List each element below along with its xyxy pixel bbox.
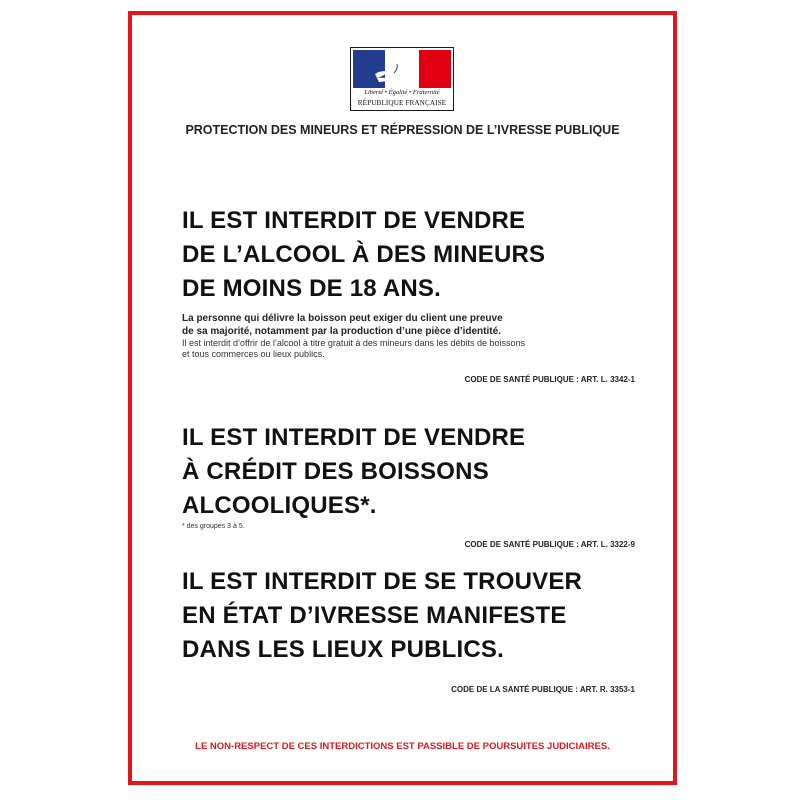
section1-bold-text: La personne qui délivre la boisson peut exiger du client une preuve (182, 313, 503, 324)
section2-code: CODE DE SANTÉ PUBLIQUE : ART. L. 3322-9 (464, 540, 635, 549)
section1-line: DE MOINS DE 18 ANS. (182, 275, 441, 302)
motto-text: Liberté • Égalité • Fraternité (364, 89, 440, 96)
section2-line: ALCOOLIQUES*. (182, 492, 377, 519)
section2-line: À CRÉDIT DES BOISSONS (182, 458, 489, 485)
section2-footnote: * des groupes 3 à 5. (182, 523, 245, 530)
section3-line: EN ÉTAT D’IVRESSE MANIFESTE (182, 602, 567, 629)
poster-header: PROTECTION DES MINEURS ET RÉPRESSION DE L’IVRESSE PUBLIQUE (185, 123, 620, 137)
legal-warning: LE NON-RESPECT DE CES INTERDICTIONS EST PASSIBLE DE POURSUITES JUDICIAIRES. (195, 741, 610, 752)
section2-heading (182, 421, 525, 523)
section1-small-text: et tous commerces ou lieux publics. (182, 349, 325, 359)
section3-heading (182, 565, 582, 667)
section1-bold-text: de sa majorité, notamment par la production d’une pièce d’identité. (182, 325, 501, 337)
section1-line: DE L’ALCOOL À DES MINEURS (182, 241, 546, 268)
section3-code: CODE DE LA SANTÉ PUBLIQUE : ART. R. 3353-1 (451, 685, 635, 694)
section2-line: IL EST INTERDIT DE VENDRE (182, 424, 526, 451)
marianne-icon (371, 52, 411, 86)
section1-line: IL EST INTERDIT DE VENDRE (182, 207, 526, 234)
republic-text: RÉPUBLIQUE FRANÇAISE (357, 99, 447, 107)
section3-line: IL EST INTERDIT DE SE TROUVER (182, 568, 583, 595)
section3-line: DANS LES LIEUX PUBLICS. (182, 636, 504, 663)
section1-code: CODE DE SANTÉ PUBLIQUE : ART. L. 3342-1 (464, 375, 635, 384)
section1-small-text: Il est interdit d’offrir de l’alcool à titre gratuit à des mineurs dans les débits de boissons (182, 338, 526, 348)
republique-francaise-logo (350, 47, 454, 111)
section1-details (182, 313, 582, 360)
section1-heading (182, 204, 545, 306)
